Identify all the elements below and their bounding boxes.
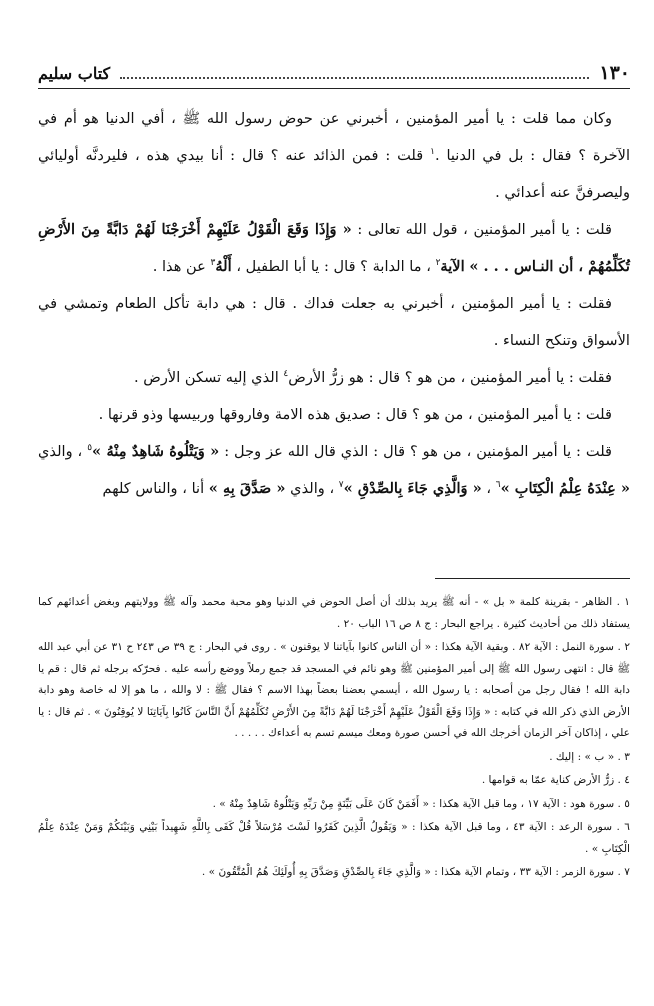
footnote-ref: ٣ <box>210 258 216 269</box>
footnote-ref: ٥ <box>87 443 93 454</box>
footnote-ref: ٦ <box>495 480 501 491</box>
footnote-ref: ١ <box>430 147 435 158</box>
main-text <box>38 100 630 507</box>
footnote: ٥ . سورة هود : الآية ١٧ ، وما قبل الآية هكذا : « أَفَمَنْ كَانَ عَلَى بَيِّنَةٍ مِنْ رَبِّهِ وَيَتْلُوهُ شَاهِدٌ مِنْهُ » . <box>212 797 630 810</box>
footnote: ٤ . زرُّ الأرض كناية عمّا به قوامها . <box>481 774 630 786</box>
paragraph: وكان مما قلت : يا أمير المؤمنين ، أخبرني عن حوض رسول الله ﷺ ، أفي الدنيا هو أم في الآخرة ؟ فقال : بل في الدنيا .$^١$ قلت : فمن الذائد عنه ؟ قال : أنا بيدي هذه ، فليردنَّه أوليائي وليصرفنَّ عنه أعدائي . <box>38 110 631 201</box>
paragraph: فقلت : يا أمير المؤمنين ، من هو ؟ قال : هو زرُّ الأرض$^٤$ الذي إليه تسكن الأرض . <box>133 369 612 386</box>
footnotes <box>38 592 630 886</box>
footnote-separator <box>435 578 630 579</box>
footnote: ٧ . سورة الزمر : الآية ٣٣ ، وتمام الآية هكذا : « وَالَّذِي جَاءَ بِالصِّدْقِ وَصَدَّقَ بِهِ أُولَئِكَ هُمُ الْمُتَّقُونَ » . <box>201 866 630 878</box>
footnote-ref: ٢ <box>435 258 441 269</box>
footnote-ref: ٧ <box>338 480 344 491</box>
running-header <box>38 58 630 89</box>
paragraph: قلت : يا أمير المؤمنين ، من هو ؟ قال : صديق هذه الامة وفاروقها وربيسها وذو قرنها . <box>98 406 612 423</box>
book-title: كتاب سليم <box>38 63 111 83</box>
quran-verse: « وَيَتْلُوهُ شَاهِدٌ مِنْهُ » <box>92 443 220 460</box>
header-dotted-leader <box>120 67 589 79</box>
paragraph: قلت : يا أمير المؤمنين ، من هو ؟ قال : الذي قال الله عز وجل : « وَيَتْلُوهُ شَاهِدٌ مِنْهُ »$^٥$ ، والذي « عِنْدَهُ عِلْمُ الْكِتَابِ »$^٦$ ، « وَالَّذِي جَاءَ بِالصِّدْقِ »$^٧$ ، والذي « صَدَّقَ بِهِ » أنا ، والناس كلهم <box>38 443 630 497</box>
footnote-ref: ٤ <box>283 369 289 380</box>
paragraph: قلت : يا أمير المؤمنين ، قول الله تعالى : « وَإِذَا وَقَعَ الْقَوْلُ عَلَيْهِمْ أَخْرَجْنَا لَهُمْ دَابَّةً مِنَ الأَرْضِ تُكَلِّمُهُمْ ، أن النـاس . . . » الآية$^٢$ ، ما الدابة ؟ قال : يا أبا الطفيل ، أَلْهُ$^٣$ عن هذا . <box>38 221 630 275</box>
footnote: ١ . الظاهر - بقرينة كلمة « بل » - أنه ﷺ يريد بذلك أن أصل الحوض في الدنيا وهو محبة محمد وآله ﷺ وولايتهم وبغض أعدائهم كما يستفاد ذلك من أحاديث كثيرة . يراجع البحار : ج ٨ ص ١٦ الباب ٢٠ . <box>38 596 630 630</box>
footnote: ٦ . سورة الرعد : الآية ٤٣ ، وما قبل الآية هكذا : « وَيَقُولُ الَّذِينَ كَفَرُوا لَسْتَ مُرْسَلاً قُلْ كَفَى بِاللَّهِ شَهِيداً بَيْنِي وَبَيْنَكُمْ وَمَنْ عِنْدَهُ عِلْمُ الْكِتَابِ » . <box>38 821 630 855</box>
paragraph: فقلت : يا أمير المؤمنين ، أخبرني به جعلت فداك . قال : هي دابة تأكل الطعام وتمشي في الأسواق وتنكح النساء . <box>38 295 630 349</box>
quran-verse: « صَدَّقَ بِهِ » <box>208 480 286 497</box>
footnote: ٢ . سورة النمل : الآية ٨٢ . وبقية الآية هكذا : « أن الناس كانوا بآياتنا لا يوقنون » . روى في البحار : ج ٣٩ ص ٢٤٣ ح ٣١ عن أبي عبد الله ﷺ قال : انتهى رسول الله ﷺ إلى أمير المؤمنين ﷺ وهو نائم في المسجد قد جمع رملاً ووضع رأسه عليه . فحرّكه برجله ثم قال : قم يا دابة الله ! فقال رجل من أصحابه : يا رسول الله ، أيسمي بعضنا بعضاً بهذا الاسم ؟ فقال ﷺ : لا والله ، ما هو إلا له خاصة وهو دابة الأرض الذي ذكر الله في كتابه : « وَإِذَا وَقَعَ الْقَوْلُ عَلَيْهِمْ أَخْرَجْنَا لَهُمْ دَابَّةً مِنَ الأَرْضِ تُكَلِّمُهُمْ أَنَّ النَّاسَ كَانُوا بِآيَاتِنَا لا يُوقِنُونَ » . ثم قال : يا علي ، إذاكان آخر الزمان أخرجك الله في أحسن صورة ومعك ميسم تسم به أعداءك . . . . . <box>38 641 631 739</box>
quran-verse: « وَإِذَا وَقَعَ الْقَوْلُ عَلَيْهِمْ أَخْرَجْنَا لَهُمْ دَابَّةً مِنَ الأَرْضِ تُكَلِّمُهُمْ ، أن النـاس . . . » <box>38 221 630 275</box>
page-number: ١٣٠ <box>599 62 630 84</box>
quran-verse: « عِنْدَهُ عِلْمُ الْكِتَابِ » <box>500 480 630 497</box>
footnote: ٣ . « ب » : إليك . <box>549 750 630 763</box>
quran-verse: « وَالَّذِي جَاءَ بِالصِّدْقِ » <box>343 480 482 497</box>
